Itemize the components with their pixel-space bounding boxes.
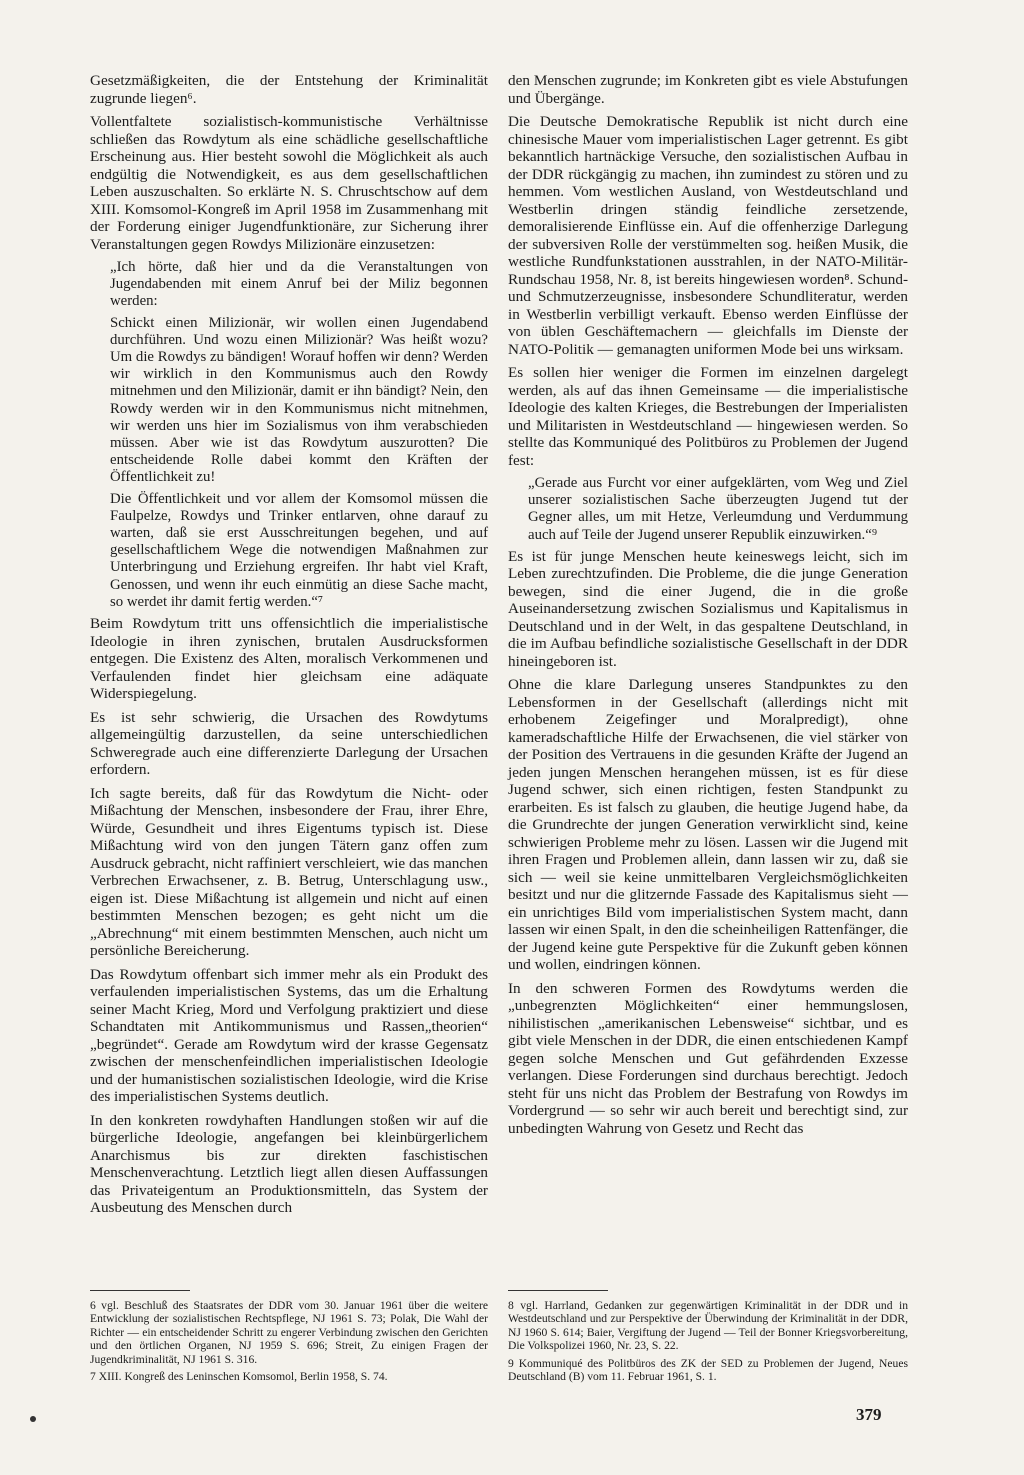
footnote: 8 vgl. Harrland, Gedanken zur gegenwärtigen Kriminalität in der DDR und in Westdeutschland und zur Perspektive der Überwindung der Kriminalität in der DDR, NJ 1960 S. 614; Baier, Vergiftung der Jugend — Teil der Bonner Kriegsvorbereitung, Die Volkspolizei 1960, Nr. 23, S. 22. [508,1299,908,1353]
paragraph: Ohne die klare Darlegung unseres Standpunktes zu den Lebensformen in der Gesellschaft (allerdings nicht mit erhobenem Zeigefinger und Moralpredigt), ohne kameradschaftliche Hilfe der Erwachsenen, die viel stärker von der Position des Vertrauens in die gesunden Kräfte der Jugend an jeden jungen Menschen herangehen müssen, ist es für diese Jugend schwer, sich einen richtigen, festen Standpunkt zu erarbeiten. Es ist falsch zu glauben, die heutige Jugend habe, da die Grundrechte der jungen Generation verwirklicht sind, keine schwierigen Probleme mehr zu lösen. Lassen wir die Jugend mit ihren Fragen und Problemen allein, dann lassen wir zu, daß sie sich — weil sie keine unmittelbaren Vergleichsmöglichkeiten besitzt und nur die glitzernde Fassade des Kapitalismus sieht — ein unrichtiges Bild vom imperialistischen System macht, dann lassen wir einen Spalt, in den die scheinheiligen Rattenfänger, die der Jugend keine gute Perspektive für die Zukunft geben können und wollen, eindringen können. [508,676,908,974]
quote-paragraph: Schickt einen Milizionär, wir wollen einen Jugendabend durchführen. Und wozu einen Milizionär? Was heißt wozu? Um die Rowdys zu bändigen! Worauf hoffen wir denn? Werden wir wirklich in den Kommunismus auch den Rowdy mitnehmen und den Milizionär, damit er ihn bändigt? Nein, den Rowdy werden wir in den Kommunismus nicht mitnehmen, wir werden uns hier im Sozialismus von ihm verabschieden müssen. Aber wie ist das Rowdytum auszurotten? Die entscheidende Rolle dabei kommt den Kräften der Öffentlichkeit zu! [110,314,488,486]
right-column [508,72,908,1143]
print-speck [30,1416,36,1422]
paragraph: Vollentfaltete sozialistisch-kommunistische Verhältnisse schließen das Rowdytum als eine schädliche gesellschaftliche Erscheinung aus. Hier besteht sowohl die Möglichkeit als auch endgültig die Notwendigkeit, es aus dem gesellschaftlichen Leben auszuschalten. So erklärte N. S. Chruschtschow auf dem XIII. Komsomol-Kongreß im April 1958 im Zusammenhang mit der Forderung einiger Jugendfunktionäre, zur Sicherung ihrer Veranstaltungen gegen Rowdys Milizionäre einzusetzen: [90,113,488,253]
paragraph: Es sollen hier weniger die Formen im einzelnen dargelegt werden, als auf das ihnen Gemeinsame — die imperialistische Ideologie des kalten Krieges, die Bestrebungen der Imperialisten und Militaristen in Westdeutschland — hingewiesen werden. So stellte das Kommuniqué des Politbüros zu Problemen der Jugend fest: [508,364,908,469]
paragraph: Es ist für junge Menschen heute keineswegs leicht, sich im Leben zurechtzufinden. Die Probleme, die die junge Generation bewegen, sind die einer Jugend, die in die große Auseinandersetzung zwischen Sozialismus und Kapitalismus in Deutschland und in der Welt, in das gespaltene Deutschland, in die im Aufbau befindliche sozialistische Gesellschaft in der DDR hineingeboren ist. [508,547,908,670]
paragraph: In den schweren Formen des Rowdytums werden die „unbegrenzten Möglichkeiten“ einer hemmungslosen, nihilistischen „amerikanischen Lebensweise“ sichtbar, und es gibt viele Menschen in der DDR, die einen entschiedenen Kampf gegen solche Menschen und Gut gefährdenden Exzesse verlangen. Diese Forderungen sind durchaus berechtigt. Jedoch steht für uns nicht das Problem der Bestrafung von Rowdys im Vordergrund — so sehr wir auch bereit und berechtigt sind, zur unbedingten Wahrung von Gesetz und Recht das [508,979,908,1137]
paragraph: Gesetzmäßigkeiten, die der Entstehung der Kriminalität zugrunde liegen⁶. [90,72,488,107]
footnote: 9 Kommuniqué des Politbüros des ZK der SED zu Problemen der Jugend, Neues Deutschland (B) vom 11. Februar 1961, S. 1. [508,1356,908,1384]
footnote-rule [508,1290,608,1291]
paragraph: Ich sagte bereits, daß für das Rowdytum die Nicht- oder Mißachtung der Menschen, insbesondere der Frau, ihrer Ehre, Würde, Gesundheit und ihres Eigentums typisch ist. Diese Mißachtung wird von den jungen Tätern ganz offen zum Ausdruck gebracht, nicht raffiniert verschleiert, wie das manchen Verbrechen Erwachsener, z. B. Betrug, Unterschlagung usw., eigen ist. Diese Mißachtung ist allgemein und nicht auf einen bestimmten Menschen bezogen; es geht nicht um die „Abrechnung“ mit einem bestimmten Menschen, auch nicht um persönliche Bereicherung. [90,784,488,960]
paragraph: Die Deutsche Demokratische Republik ist nicht durch eine chinesische Mauer vom imperialistischen Lager getrennt. Es gibt bekanntlich hartnäckige Versuche, den sozialistischen Aufbau in der DDR rückgängig zu machen, ihn zumindest zu stören und zu hemmen. Vom westlichen Ausland, von Westdeutschland und Westberlin dringen ständig feindliche zersetzende, demoralisierende Einflüsse ein. Auf die offenherzige Darlegung der subversiven Rolle der verstümmelten sog. heißen Musik, die westliche Rundfunkstationen ausstrahlen, in der NATO-Militär-Rundschau 1958, Nr. 8, ist bereits hingewiesen worden⁸. Schund- und Schmutzerzeugnisse, insbesondere Schundliteratur, werden in Westberlin verbilligt verkauft. Ebenso werden Einflüsse der von üblen Geschäftemachern — gleichfalls im Dienste der NATO-Politik — gemanagten uniformen Mode bei uns wirksam. [508,113,908,358]
paragraph: In den konkreten rowdyhaften Handlungen stoßen wir auf die bürgerliche Ideologie, angefangen bei kleinbürgerlichem Anarchismus bis zur direkten faschistischen Menschenverachtung. Letztlich liegt allen diesen Auffassungen das Privateigentum an Produktionsmitteln, das System der Ausbeutung des Menschen durch [90,1111,488,1217]
quote-paragraph: „Gerade aus Furcht vor einer aufgeklärten, vom Weg und Ziel unserer sozialistischen Sache überzeugten Jugend tut der Gegner alles, um mit Hetze, Verleumdung und Verdummung auch auf Teile der Jugend unserer Republik einzuwirken.“⁹ [528,475,908,543]
footnote: 7 XIII. Kongreß des Leninschen Komsomol, Berlin 1958, S. 74. [90,1370,388,1384]
quote-paragraph: „Ich hörte, daß hier und da die Veranstaltungen von Jugendabenden mit einem Anruf bei der Miliz begonnen werden: [110,259,488,310]
paragraph: den Menschen zugrunde; im Konkreten gibt es viele Abstufungen und Übergänge. [508,72,908,107]
footnotes-right [508,1290,908,1387]
paragraph: Beim Rowdytum tritt uns offensichtlich die imperialistische Ideologie in ihren zynischen, brutalen Ausdrucksformen entgegen. Die Existenz des Alten, moralisch Verkommenen und Verfaulenden findet hier gleichsam eine adäquate Widerspiegelung. [90,615,488,703]
footnotes-left [90,1290,488,1387]
left-column [90,72,488,1223]
footnote: 6 vgl. Beschluß des Staatsrates der DDR vom 30. Januar 1961 über die weitere Entwicklung der sozialistischen Rechtspflege, NJ 1961 S. 73; Polak, Die Wahl der Richter — ein entscheidender Schritt zu engerer Verbindung zwischen den Gerichten und den örtlichen Organen, NJ 1959 S. 696; Streit, Zu einigen Fragen der Jugendkriminalität, NJ 1961 S. 316. [90,1299,488,1366]
paragraph: Das Rowdytum offenbart sich immer mehr als ein Produkt des verfaulenden imperialistischen Systems, das um die Erhaltung seiner Macht Krieg, Mord und Verfolgung praktiziert und diese Schandtaten mit Antikommunismus und Rassen„theorien“ „begründet“. Gerade am Rowdytum wird der krasse Gegensatz zwischen der menschenfeindlichen imperialistischen Ideologie und der humanistischen sozialistischen Ideologie, wird die Krise des imperialistischen Systems deutlich. [90,965,488,1106]
quote-paragraph: Die Öffentlichkeit und vor allem der Komsomol müssen die Faulpelze, Rowdys und Trinker entlarven, ohne darauf zu warten, daß sie erst Ausschreitungen begehen, und auf gesellschaftlichem Wege die notwendigen Maßnahmen zur Unterbringung und Erziehung ergreifen. Ihr habt viel Kraft, Genossen, und wenn ihr euch einmütig an diese Sache macht, so werdet ihr damit fertig werden.“⁷ [110,490,488,610]
page-number: 379 [856,1405,882,1424]
footnote-rule [90,1290,190,1291]
paragraph: Es ist sehr schwierig, die Ursachen des Rowdytums allgemeingültig darzustellen, da seine unterschiedlichen Schweregrade auch eine differenzierte Darlegung der Ursachen erfordern. [90,708,488,779]
